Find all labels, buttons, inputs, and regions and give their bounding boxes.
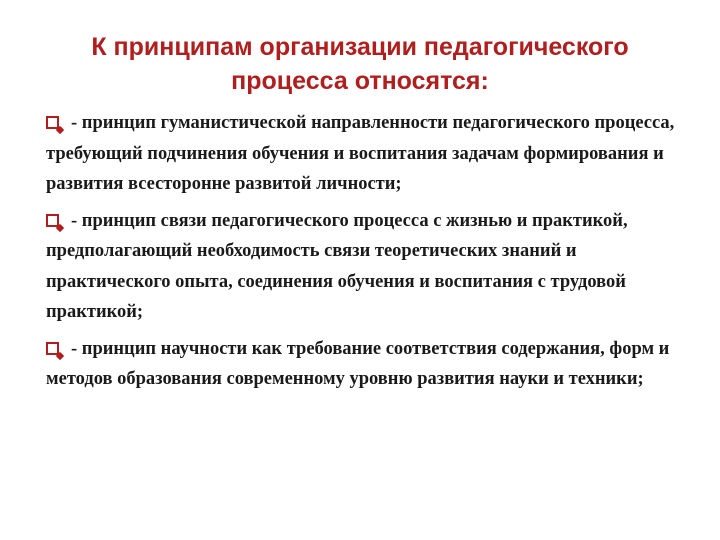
checkbox-square-icon — [46, 342, 59, 355]
checkbox-square-icon — [46, 116, 59, 129]
list-item-text: - принцип гуманистической направленности педагогического процесса, требующий подчинения обучения и воспитания задачам формирования и развития всесторонне развитой личности; — [46, 113, 675, 194]
slide-title — [40, 30, 680, 98]
checkbox-square-icon — [46, 214, 59, 227]
slide-title-line-1: К принципам организации педагогического — [91, 33, 629, 61]
principles-list — [46, 108, 686, 401]
slide-title-line-2: процесса относятся: — [231, 67, 489, 95]
list-item — [46, 108, 686, 200]
list-item-text: - принцип связи педагогического процесса с жизнью и практикой, предполагающий необходимость связи теоретических знаний и практического опыта, соединения обучения и воспитания с трудовой практикой; — [46, 210, 628, 322]
list-item — [46, 334, 686, 395]
list-item-text: - принцип научности как требование соответствия содержания, форм и методов образования современному уровню развития науки и техники; — [46, 338, 670, 389]
list-item — [46, 206, 686, 328]
